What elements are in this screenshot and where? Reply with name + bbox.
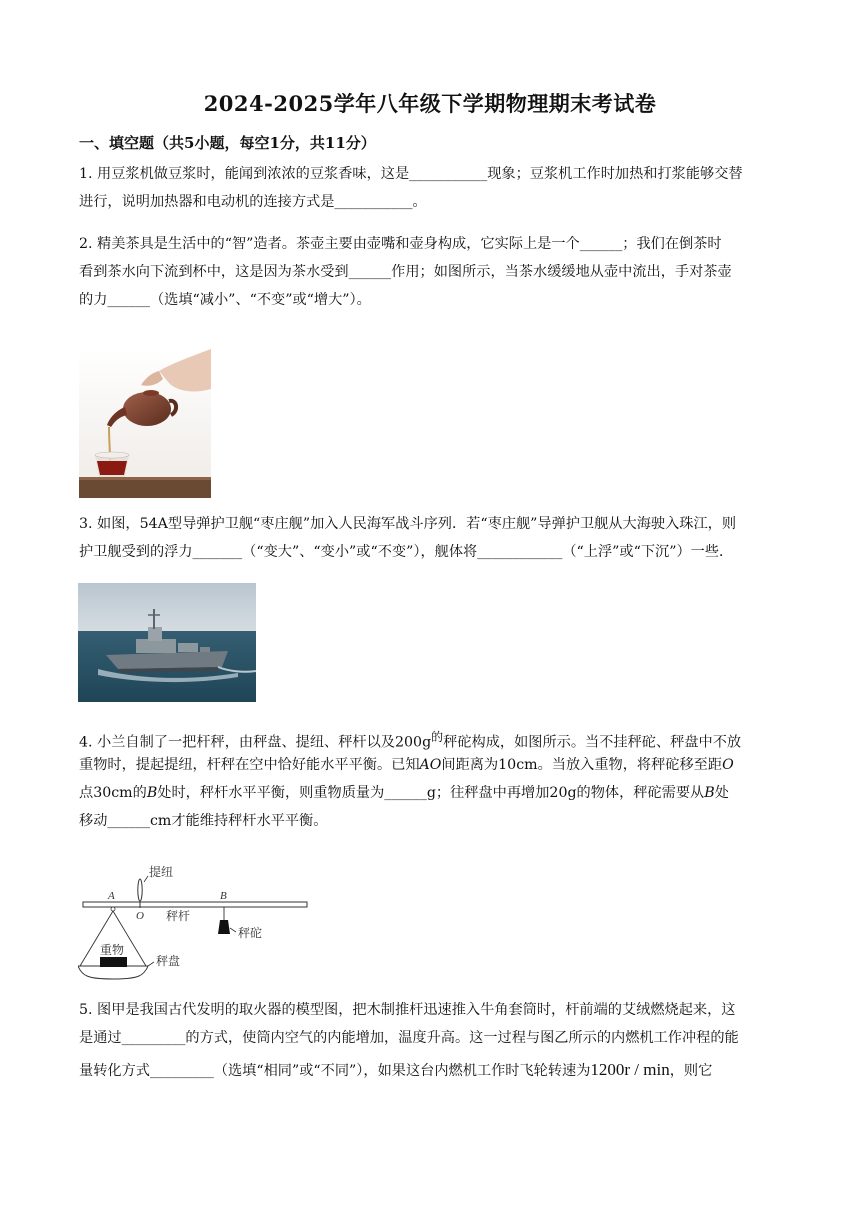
steelyard-diagram (78, 862, 313, 982)
question-2 (79, 230, 784, 314)
question-1 (79, 160, 784, 216)
label-rod: 秤杆 (166, 909, 191, 923)
question-4-line-1: 4. 小兰自制了一把杆秤，由秤盘、提纽、秤杆以及$200g^的$秤砣构成，如图所示。当不挂秤砣、秤盘中不放 (79, 730, 742, 751)
label-A: A (108, 890, 115, 902)
teapot-pouring-photo (79, 349, 211, 498)
section-heading: 一、填空题（共5小题，每空1分，共11分） (79, 134, 376, 152)
question-3-line-1: 3. 如图，54A型导弹护卫舰“枣庄舰”加入人民海军战斗序列．若“枣庄舰”导弹护卫舰从大海驶入珠江，则 (79, 516, 737, 532)
question-2-line-3: 的力______（选填“减小”、“不变”或“增大”）。 (79, 292, 371, 308)
question-4-line-3: 点30cm的B处时，秤杆水平平衡，则重物质量为______g；往秤盘中再增加20g的物体，秤砣需要从B处 (79, 785, 729, 801)
question-3 (79, 510, 784, 566)
label-object: 重物 (100, 943, 125, 957)
label-B: B (220, 890, 227, 902)
question-5-line-2: 是通过_________的方式，使筒内空气的内能增加，温度升高。这一过程与图乙所示的内燃机工作冲程的能 (79, 1030, 739, 1046)
page-title: 2024-2025学年八年级下学期物理期末考试卷 (203, 91, 657, 116)
question-3-line-2: 护卫舰受到的浮力_______（“变大”、“变小”或“不变”），舰体将____________（“上浮”或“下沉”）一些． (79, 544, 734, 560)
rpm-formula: 1200r / min (590, 1060, 670, 1079)
label-pan: 秤盘 (156, 954, 181, 968)
question-2-line-2: 看到茶水向下流到杯中，这是因为茶水受到______作用；如图所示，当茶水缓缓地从壶中流出，手对茶壶 (79, 264, 732, 280)
label-knob: 提纽 (149, 865, 174, 879)
question-4-line-2: 重物时，提起提纽，杆秤在空中恰好能水平平衡。已知AO间距离为10cm。当放入重物，将秤砣移至距O (79, 757, 734, 773)
question-5 (79, 996, 784, 1088)
question-2-line-1: 2. 精美茶具是生活中的“智”造者。茶壶主要由壶嘴和壶身构成，它实际上是一个______；我们在倒茶时 (79, 236, 722, 252)
question-5-line-1: 5. 图甲是我国古代发明的取火器的模型图，把木制推杆迅速推入牛角套筒时，杆前端的艾绒燃烧起来，这 (79, 1002, 736, 1018)
question-1-line-2: 进行，说明加热器和电动机的连接方式是___________。 (79, 194, 427, 210)
question-1-line-1: 1. 用豆浆机做豆浆时，能闻到浓浓的豆浆香味，这是___________现象；豆浆机工作时加热和打浆能够交替 (79, 166, 743, 182)
label-O: O (136, 910, 144, 922)
warship-photo (78, 583, 256, 702)
label-weight: 秤砣 (238, 926, 263, 940)
question-4 (79, 723, 784, 835)
question-5-line-3: 量转化方式_________（选填“相同”或“不同”），如果这台内燃机工作时飞轮转速为1200r / min，则它 (79, 1060, 713, 1079)
question-4-line-4: 移动______cm才能维持秤杆水平平衡。 (79, 813, 328, 829)
